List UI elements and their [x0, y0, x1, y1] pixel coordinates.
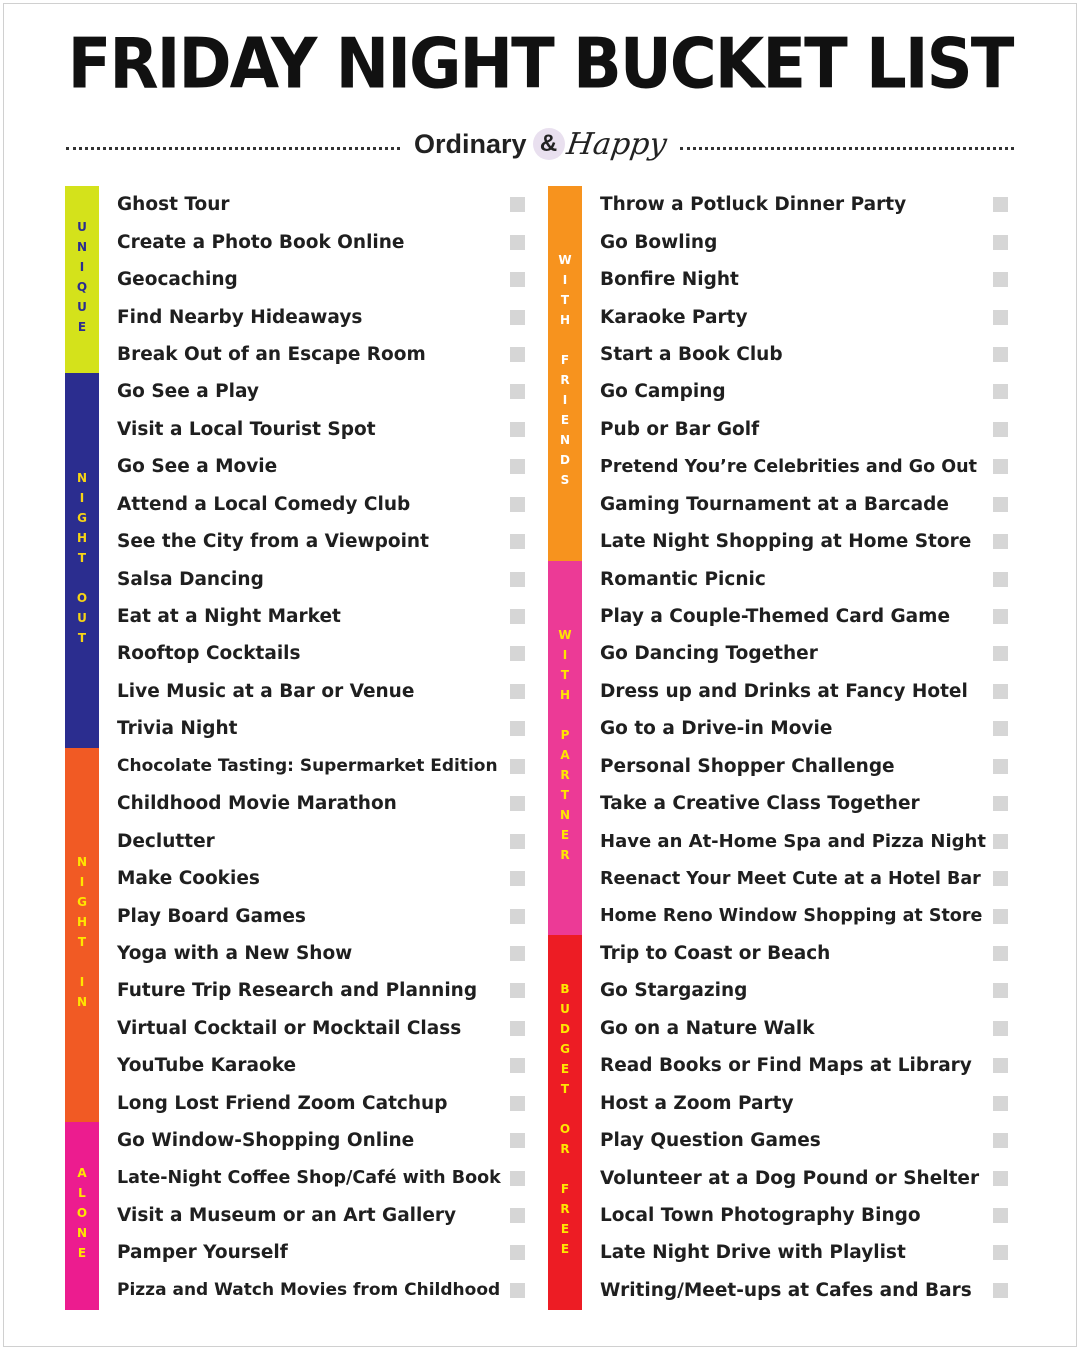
checkbox[interactable]	[993, 272, 1008, 287]
section-label: NIGHT OUT	[75, 470, 89, 651]
list-item	[600, 673, 1018, 710]
item-label: Pamper Yourself	[117, 1242, 288, 1264]
list-item	[600, 897, 1018, 934]
item-label: YouTube Karaoke	[117, 1055, 297, 1077]
section-label: WITH FRIENDS	[558, 253, 572, 494]
checkbox[interactable]	[510, 497, 525, 512]
checkbox[interactable]	[510, 684, 525, 699]
checkbox[interactable]	[993, 1096, 1008, 1111]
dotted-rule-right	[680, 147, 1014, 150]
list-item	[600, 1197, 1018, 1234]
checkbox[interactable]	[993, 609, 1008, 624]
brand-name: Ordinary	[414, 128, 527, 159]
checkbox[interactable]	[993, 684, 1008, 699]
checkbox[interactable]	[993, 983, 1008, 998]
checkbox[interactable]	[510, 384, 525, 399]
checkbox[interactable]	[510, 272, 525, 287]
item-label: Salsa Dancing	[117, 568, 264, 590]
brand-logo	[414, 126, 669, 162]
checkbox[interactable]	[510, 459, 525, 474]
checkbox[interactable]	[510, 759, 525, 774]
item-label: Trip to Coast or Beach	[600, 942, 831, 964]
checkbox[interactable]	[510, 572, 525, 587]
list-item	[600, 336, 1018, 373]
list-item	[117, 1159, 535, 1196]
section-label: BUDGET OR FREE	[558, 982, 572, 1263]
checkbox[interactable]	[510, 1133, 525, 1148]
list-item	[117, 1272, 535, 1309]
checkbox[interactable]	[993, 834, 1008, 849]
item-label: Ghost Tour	[117, 194, 230, 216]
item-label: Go Window-Shopping Online	[117, 1130, 415, 1152]
list-item	[600, 860, 1018, 897]
section-label: WITH PARTNER	[558, 627, 572, 868]
list-item	[117, 860, 535, 897]
checkbox[interactable]	[510, 1021, 525, 1036]
checkbox[interactable]	[510, 197, 525, 212]
checkbox[interactable]	[993, 1058, 1008, 1073]
checkbox[interactable]	[510, 347, 525, 362]
section-band-with-friends	[548, 186, 582, 561]
section-band-night-in	[65, 748, 99, 1123]
section-band-alone	[65, 1122, 99, 1309]
item-label: Trivia Night	[117, 718, 238, 740]
item-label: Future Trip Research and Planning	[117, 980, 478, 1002]
checkbox[interactable]	[510, 796, 525, 811]
item-label: Go Stargazing	[600, 980, 748, 1002]
item-label: Eat at a Night Market	[117, 606, 341, 628]
checkbox[interactable]	[993, 946, 1008, 961]
left-items	[117, 186, 535, 1304]
checkbox[interactable]	[510, 834, 525, 849]
item-label: Go See a Play	[117, 381, 259, 403]
list-item	[117, 1197, 535, 1234]
checkbox[interactable]	[993, 796, 1008, 811]
section-band-budget-or-free	[548, 935, 582, 1310]
list-item	[117, 1010, 535, 1047]
list-item	[600, 598, 1018, 635]
checkbox[interactable]	[993, 646, 1008, 661]
item-label: Late-Night Coffee Shop/Café with Book	[117, 1168, 501, 1189]
list-item	[600, 261, 1018, 298]
checkbox[interactable]	[510, 1208, 525, 1223]
dotted-rule-left	[66, 147, 400, 150]
list-item	[117, 373, 535, 410]
list-item	[600, 373, 1018, 410]
item-label: Bonfire Night	[600, 269, 739, 291]
checkbox[interactable]	[993, 347, 1008, 362]
list-item	[117, 298, 535, 335]
checkbox[interactable]	[993, 1133, 1008, 1148]
section-label: ALONE	[75, 1165, 89, 1266]
list-item	[600, 635, 1018, 672]
list-item	[600, 1122, 1018, 1159]
item-label: Pizza and Watch Movies from Childhood	[117, 1280, 501, 1301]
left-section-bands	[65, 186, 99, 1304]
checkbox[interactable]	[993, 759, 1008, 774]
list-item	[600, 486, 1018, 523]
checkbox[interactable]	[510, 310, 525, 325]
list-item	[600, 1272, 1018, 1309]
checkbox[interactable]	[993, 1245, 1008, 1260]
checkbox[interactable]	[993, 1171, 1008, 1186]
item-label: Have an At-Home Spa and Pizza Night	[600, 830, 986, 852]
list-item	[117, 822, 535, 859]
brand-script: Happy	[564, 126, 669, 162]
checkbox[interactable]	[993, 909, 1008, 924]
item-label: Reenact Your Meet Cute at a Hotel Bar	[600, 868, 981, 889]
item-label: Create a Photo Book Online	[117, 231, 405, 253]
item-label: Throw a Potluck Dinner Party	[600, 194, 907, 216]
checkbox[interactable]	[510, 422, 525, 437]
checkbox[interactable]	[993, 1021, 1008, 1036]
list-item	[117, 897, 535, 934]
item-label: Geocaching	[117, 269, 238, 291]
section-label: NIGHT IN	[75, 855, 89, 1015]
section-band-unique	[65, 186, 99, 373]
item-label: Romantic Picnic	[600, 568, 766, 590]
right-items	[600, 186, 1018, 1304]
brand-ampersand: &	[533, 128, 565, 160]
checkbox[interactable]	[993, 497, 1008, 512]
list-item	[600, 1234, 1018, 1271]
checkbox[interactable]	[993, 534, 1008, 549]
right-section-bands	[548, 186, 582, 1304]
item-label: Go on a Nature Walk	[600, 1017, 815, 1039]
item-label: Visit a Local Tourist Spot	[117, 418, 376, 440]
item-label: Play Board Games	[117, 905, 306, 927]
item-label: Writing/Meet-ups at Cafes and Bars	[600, 1279, 972, 1301]
item-label: Start a Book Club	[600, 343, 783, 365]
list-item	[600, 1047, 1018, 1084]
item-label: Play Question Games	[600, 1130, 821, 1152]
item-label: Childhood Movie Marathon	[117, 793, 397, 815]
section-label: UNIQUE	[75, 219, 89, 340]
list-item	[117, 785, 535, 822]
item-label: Host a Zoom Party	[600, 1092, 794, 1114]
item-label: Long Lost Friend Zoom Catchup	[117, 1092, 448, 1114]
brand-row	[66, 118, 1014, 170]
page-title: FRIDAY NIGHT BUCKET LIST	[67, 25, 1013, 105]
item-label: Go Bowling	[600, 231, 718, 253]
checkbox[interactable]	[510, 721, 525, 736]
item-label: Gaming Tournament at a Barcade	[600, 493, 949, 515]
item-label: Karaoke Party	[600, 306, 748, 328]
checkbox[interactable]	[510, 534, 525, 549]
item-label: Play a Couple-Themed Card Game	[600, 606, 950, 628]
list-item	[117, 560, 535, 597]
section-band-with-partner	[548, 561, 582, 936]
list-item	[600, 523, 1018, 560]
item-label: Chocolate Tasting: Supermarket Edition	[117, 756, 498, 777]
list-item	[117, 523, 535, 560]
item-label: Local Town Photography Bingo	[600, 1205, 921, 1227]
item-label: Go See a Movie	[117, 456, 278, 478]
list-item	[117, 748, 535, 785]
checkbox[interactable]	[993, 422, 1008, 437]
checkbox[interactable]	[993, 459, 1008, 474]
list-item	[600, 748, 1018, 785]
left-column	[65, 186, 535, 1304]
list-item	[117, 448, 535, 485]
item-label: Dress up and Drinks at Fancy Hotel	[600, 680, 968, 702]
item-label: Declutter	[117, 830, 215, 852]
list-item	[600, 223, 1018, 260]
list-item	[600, 710, 1018, 747]
item-label: Go to a Drive-in Movie	[600, 718, 833, 740]
list-item	[600, 935, 1018, 972]
list-item	[600, 411, 1018, 448]
checkbox[interactable]	[510, 1096, 525, 1111]
item-label: Go Dancing Together	[600, 643, 818, 665]
item-label: Take a Creative Class Together	[600, 793, 920, 815]
checkbox[interactable]	[510, 1171, 525, 1186]
list-item	[117, 261, 535, 298]
item-label: Find Nearby Hideaways	[117, 306, 363, 328]
item-label: Volunteer at a Dog Pound or Shelter	[600, 1167, 980, 1189]
item-label: Rooftop Cocktails	[117, 643, 301, 665]
list-item	[117, 935, 535, 972]
item-label: Live Music at a Bar or Venue	[117, 680, 415, 702]
item-label: See the City from a Viewpoint	[117, 531, 429, 553]
list-item	[600, 186, 1018, 223]
checkbox[interactable]	[510, 983, 525, 998]
item-label: Late Night Shopping at Home Store	[600, 531, 972, 553]
list-item	[600, 1085, 1018, 1122]
checkbox[interactable]	[993, 197, 1008, 212]
checkbox[interactable]	[993, 572, 1008, 587]
section-band-night-out	[65, 373, 99, 748]
checkbox[interactable]	[993, 235, 1008, 250]
item-label: Make Cookies	[117, 868, 260, 890]
checkbox[interactable]	[510, 1283, 525, 1298]
item-label: Pub or Bar Golf	[600, 418, 760, 440]
checkbox[interactable]	[510, 1245, 525, 1260]
item-label: Personal Shopper Challenge	[600, 755, 895, 777]
checkbox[interactable]	[993, 721, 1008, 736]
checkbox[interactable]	[510, 646, 525, 661]
checkbox[interactable]	[993, 384, 1008, 399]
item-label: Break Out of an Escape Room	[117, 343, 426, 365]
item-label: Visit a Museum or an Art Gallery	[117, 1205, 457, 1227]
list-item	[117, 710, 535, 747]
item-label: Virtual Cocktail or Mocktail Class	[117, 1017, 462, 1039]
list-item	[600, 972, 1018, 1009]
list-item	[117, 486, 535, 523]
list-item	[117, 223, 535, 260]
item-label: Go Camping	[600, 381, 726, 403]
checkbox[interactable]	[510, 609, 525, 624]
list-item	[117, 635, 535, 672]
list-item	[117, 673, 535, 710]
list-item	[117, 1122, 535, 1159]
item-label: Attend a Local Comedy Club	[117, 493, 411, 515]
list-item	[600, 1010, 1018, 1047]
list-item	[117, 598, 535, 635]
checkbox[interactable]	[510, 235, 525, 250]
checkbox[interactable]	[993, 871, 1008, 886]
list-item	[117, 972, 535, 1009]
checkbox[interactable]	[993, 1283, 1008, 1298]
checkbox[interactable]	[993, 1208, 1008, 1223]
checkbox[interactable]	[993, 310, 1008, 325]
list-item	[600, 448, 1018, 485]
checkbox[interactable]	[510, 946, 525, 961]
list-item	[600, 785, 1018, 822]
list-item	[600, 560, 1018, 597]
checkbox[interactable]	[510, 909, 525, 924]
list-item	[117, 1047, 535, 1084]
checkbox[interactable]	[510, 871, 525, 886]
right-column	[548, 186, 1018, 1304]
list-item	[600, 298, 1018, 335]
list-item	[117, 336, 535, 373]
item-label: Home Reno Window Shopping at Store	[600, 906, 983, 927]
list-item	[117, 1085, 535, 1122]
checkbox[interactable]	[510, 1058, 525, 1073]
list-item	[600, 1159, 1018, 1196]
item-label: Read Books or Find Maps at Library	[600, 1055, 972, 1077]
item-label: Yoga with a New Show	[117, 942, 353, 964]
item-label: Pretend You’re Celebrities and Go Out	[600, 456, 977, 477]
list-item	[117, 1234, 535, 1271]
item-label: Late Night Drive with Playlist	[600, 1242, 906, 1264]
list-item	[117, 186, 535, 223]
list-item	[117, 411, 535, 448]
list-item	[600, 822, 1018, 859]
